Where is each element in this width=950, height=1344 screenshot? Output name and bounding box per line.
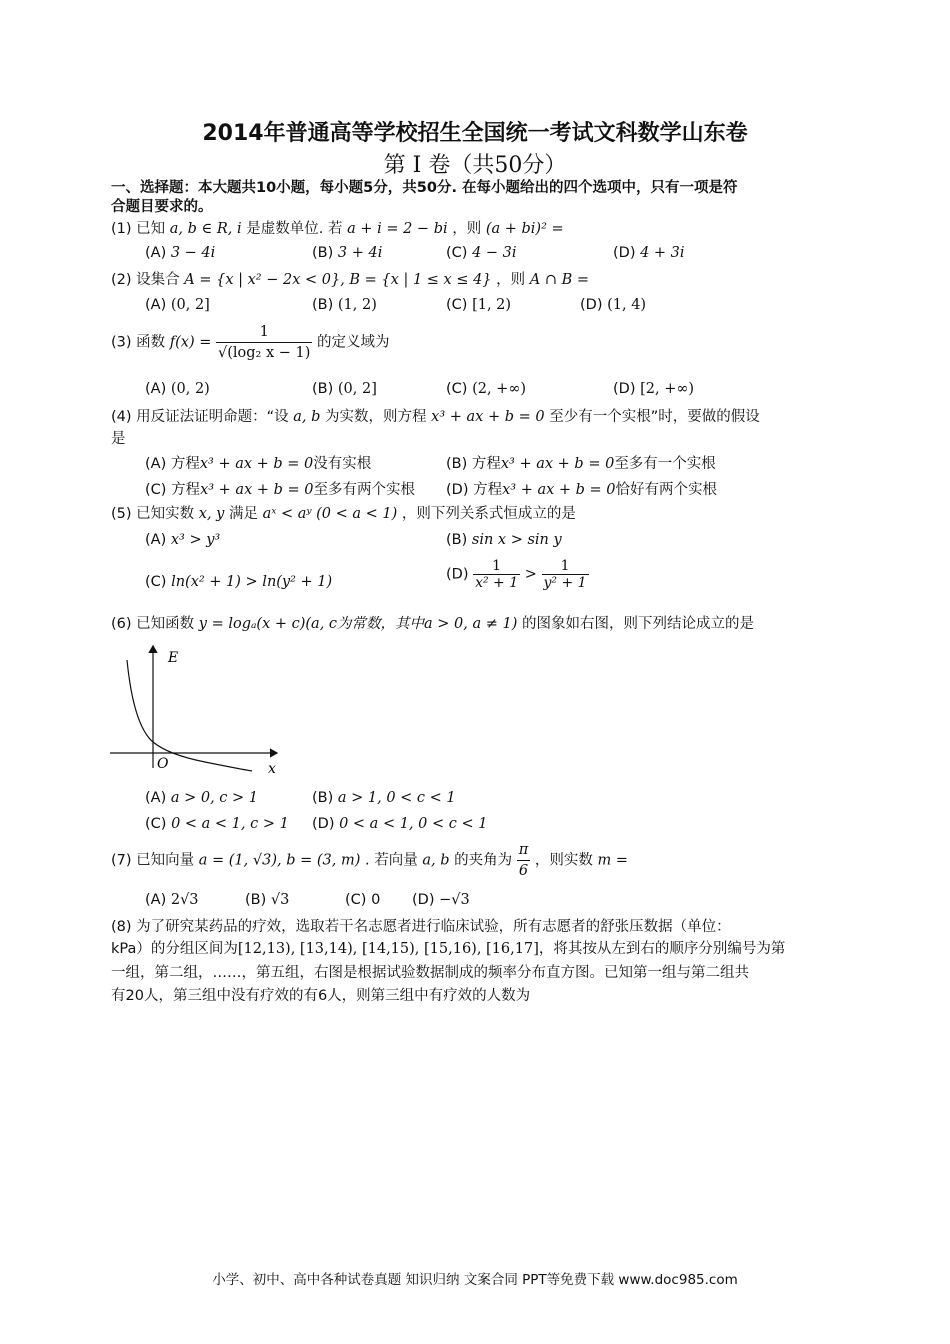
section-instruction-line2: 合题目要求的。 <box>111 199 213 215</box>
question-2-stem <box>111 270 589 290</box>
q8-line-2: kPa）的分组区间为[12,13), [13,14), [14,15), [15,16), [16,17]，将其按从左到右的顺序分别编号为第 <box>111 941 786 957</box>
q1-option-b[interactable]: (B) 3 + 4i <box>312 245 383 261</box>
q6-option-a[interactable]: (A) a > 0, c > 1 <box>145 790 259 806</box>
q7-angle-fraction <box>517 840 531 881</box>
q3-fraction <box>216 322 312 363</box>
q3-option-c[interactable]: (C) (2, +∞) <box>446 381 527 397</box>
q1-text-c: ，则 <box>452 221 482 237</box>
q1-option-d[interactable]: (D) 4 + 3i <box>613 245 685 261</box>
question-3-stem <box>111 322 390 363</box>
q4-math-1: a, b <box>293 409 321 425</box>
q4-stem-line2: 是 <box>111 431 126 447</box>
q3-option-b[interactable]: (B) (0, 2] <box>312 381 377 397</box>
origin-label: O <box>157 756 169 772</box>
q7-text-b: . 若向量 <box>365 852 418 869</box>
q4-text-c: 至少有一个实根”时，要做的假设 <box>549 409 760 425</box>
q1-text-a: (1) 已知 <box>111 221 166 237</box>
q4-text-a: (4) 用反证法证明命题：“设 <box>111 409 289 425</box>
log-curve <box>127 660 252 771</box>
x-axis-label: x <box>268 761 276 777</box>
q7-math-2: a, b <box>422 852 450 869</box>
q4-option-b[interactable]: (B) 方程x³ + ax + b = 0至多有一个实根 <box>446 456 716 472</box>
q8-line-3: 一组，第二组，……，第五组，右图是根据试验数据制成的频率分布直方图。已知第一组与第二组共 <box>111 965 749 981</box>
q5-option-a[interactable]: (A) x³ > y³ <box>145 532 221 548</box>
q5-text-a: (5) 已知实数 <box>111 506 195 522</box>
q1-option-c[interactable]: (C) 4 − 3i <box>446 245 517 261</box>
q1-option-a[interactable]: (A) 3 − 4i <box>145 245 216 261</box>
q2-option-a[interactable]: (A) (0, 2] <box>145 297 210 313</box>
q5-option-c[interactable]: (C) ln(x² + 1) > ln(y² + 1) <box>145 574 333 590</box>
q5-math-1: x, y <box>198 506 225 522</box>
y-axis-label: E <box>168 650 179 666</box>
q2-text-b: ，则 <box>496 272 526 288</box>
q3-option-d[interactable]: (D) [2, +∞) <box>613 381 695 397</box>
q4-math-2: x³ + ax + b = 0 <box>431 409 545 425</box>
q2-option-b[interactable]: (B) (1, 2) <box>312 297 377 313</box>
q6-math-1: y = logₐ(x + c)(a, c为常数，其中a > 0, a ≠ 1) <box>198 616 518 632</box>
q6-text-a: (6) 已知函数 <box>111 616 195 632</box>
q7-option-b[interactable]: (B) √3 <box>245 892 290 908</box>
q6-log-graph <box>105 640 295 780</box>
q8-line-1: (8) 为了研究某药品的疗效，选取若干名志愿者进行临床试验，所有志愿者的舒张压数据（单位： <box>111 919 731 935</box>
q7-text-c: 的夹角为 <box>454 852 513 869</box>
q3-frac-den: √(log₂ x − 1) <box>218 345 311 361</box>
q2-math-1: A = {x | x² − 2x < 0}, B = {x | 1 ≤ x ≤ 4} <box>184 272 492 288</box>
section-instruction-line1: 一、选择题：本大题共10小题，每小题5分，共50分. 在每小题给出的四个选项中，只有一项是符 <box>111 180 738 196</box>
q6-option-d[interactable]: (D) 0 < a < 1, 0 < c < 1 <box>312 816 488 832</box>
q3-text-b: 的定义域为 <box>317 334 390 351</box>
q4-text-b: 为实数，则方程 <box>325 409 427 425</box>
q3-option-a[interactable]: (A) (0, 2) <box>145 381 210 397</box>
page-subtitle: 第 I 卷（共50分） <box>383 153 567 178</box>
footer-text[interactable]: 小学、初中、高中各种试卷真题 知识归纳 文案合同 PPT等免费下载 www.doc985.com <box>212 1272 738 1288</box>
q5-option-d[interactable]: (D) $\frac{1}{\text{x² + 1}}$ > $\frac{1}{\text{y² + 1}}$ <box>446 558 587 591</box>
q6-option-c[interactable]: (C) 0 < a < 1, c > 1 <box>145 816 289 832</box>
question-4-stem <box>111 407 760 427</box>
q1-math-3: (a + bi)² = <box>485 221 564 237</box>
page-title: 2014年普通高等学校招生全国统一考试文科数学山东卷 <box>202 121 748 146</box>
q4-option-d[interactable]: (D) 方程x³ + ax + b = 0恰好有两个实根 <box>446 482 718 498</box>
q6-option-b[interactable]: (B) a > 1, 0 < c < 1 <box>312 790 456 806</box>
q2-text-a: (2) 设集合 <box>111 272 180 288</box>
question-5-stem <box>111 504 576 524</box>
q7-math-1: a = (1, √3), b = (3, m) <box>198 852 361 869</box>
q3-frac-num: 1 <box>216 322 312 343</box>
q5-option-b[interactable]: (B) sin x > sin y <box>446 532 562 548</box>
q5-text-b: 满足 <box>228 506 258 522</box>
q2-option-c[interactable]: (C) [1, 2) <box>446 297 512 313</box>
q2-option-d[interactable]: (D) (1, 4) <box>580 297 647 313</box>
question-7-stem <box>111 840 628 881</box>
question-1-stem <box>111 219 564 239</box>
q3-func-lhs: f(x) = <box>169 334 212 351</box>
q7-angle-num: π <box>517 840 531 861</box>
q7-option-c[interactable]: (C) 0 <box>345 892 381 908</box>
q7-text-a: (7) 已知向量 <box>111 852 195 869</box>
q5-text-c: ，则下列关系式恒成立的是 <box>401 506 576 522</box>
question-6-stem <box>111 614 754 634</box>
q3-text-a: (3) 函数 <box>111 334 166 351</box>
q7-option-a[interactable]: (A) 2√3 <box>145 892 199 908</box>
q5-math-2: aˣ < aʸ (0 < a < 1) <box>262 506 398 522</box>
q7-angle-den: 6 <box>518 863 529 879</box>
q1-math-1: a, b ∈ R, i <box>169 221 242 237</box>
q4-option-a[interactable]: (A) 方程x³ + ax + b = 0没有实根 <box>145 456 372 472</box>
q2-math-2: A ∩ B = <box>529 272 590 288</box>
q8-line-4: 有20人，第三组中没有疗效的有6人，则第三组中有疗效的人数为 <box>111 988 531 1004</box>
q4-option-c[interactable]: (C) 方程x³ + ax + b = 0至多有两个实根 <box>145 482 415 498</box>
q7-option-d[interactable]: (D) −√3 <box>412 892 470 908</box>
q6-text-b: 的图象如右图，则下列结论成立的是 <box>522 616 754 632</box>
q1-math-2: a + i = 2 − bi <box>347 221 448 237</box>
q7-text-d: ，则实数 <box>534 852 593 869</box>
q1-text-b: 是虚数单位. 若 <box>246 221 343 237</box>
q7-math-3: m = <box>597 852 628 869</box>
